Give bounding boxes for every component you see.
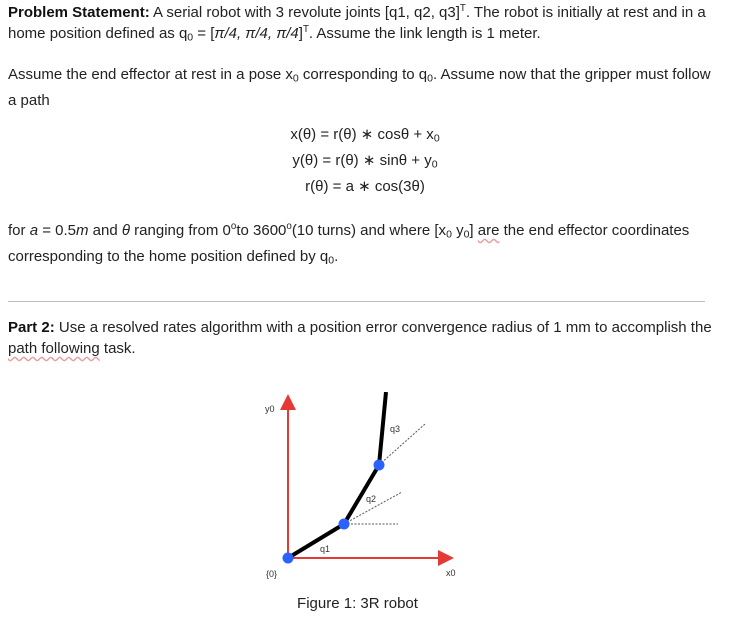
path-equations: [0, 124, 730, 199]
part2-paragraph: Part 2: Use a resolved rates algorithm with a position error convergence radius of 1 mm to accomplish the path following task.: [8, 319, 712, 357]
joint-label-q1: q1: [320, 544, 331, 554]
equation-y: y(θ) = r(θ) ∗ $\sin\theta + y_0$: [292, 152, 438, 171]
joint-1: [283, 553, 294, 564]
equation-r: r(θ) = a ∗ cos(3θ): [305, 178, 425, 196]
origin-label: {0}: [266, 569, 278, 579]
figure-caption: Figure 1: 3R robot: [297, 595, 418, 612]
horizontal-divider: [8, 301, 705, 302]
x-axis-label: x0: [446, 568, 456, 578]
joint-label-q3: q3: [390, 424, 401, 434]
equation-x: x(θ) = r(θ) ∗ $\cos\theta + x_0$: [290, 126, 440, 145]
spellcheck-path-following: path following: [8, 340, 100, 357]
joint-2: [339, 519, 350, 530]
part2-heading: Part 2:: [8, 319, 55, 336]
pose-paragraph: Assume the end effector at rest in a pose $x_0$ corresponding to $q_0$. Assume now that the gripper must follow a path: [8, 66, 711, 109]
problem-statement: Problem Statement: A serial robot with 3 revolute joints [q1, q2, q3]$^T$. The robot is initially at rest and in a home position defined as $q_0 = [\pi/4$, π/4, π/4]$^T$. Assume the link length is 1 meter.: [8, 3, 706, 44]
joint-3: [374, 460, 385, 471]
q3-reference-line: [379, 424, 425, 465]
y-axis-label: y0: [265, 404, 275, 414]
problem-heading: Problem Statement:: [8, 4, 150, 21]
range-paragraph: for a = 0.5m and θ ranging from 0$^o$to 3600$^o$(10 turns) and where [$x_0$ $y_0$] are the end effector coordinates corresponding to the home position defined by $q_0$.: [8, 221, 690, 267]
robot-links: [288, 392, 386, 558]
spellcheck-word-are: are: [477, 222, 500, 239]
joint-label-q2: q2: [366, 494, 377, 504]
robot-figure: [240, 392, 470, 587]
